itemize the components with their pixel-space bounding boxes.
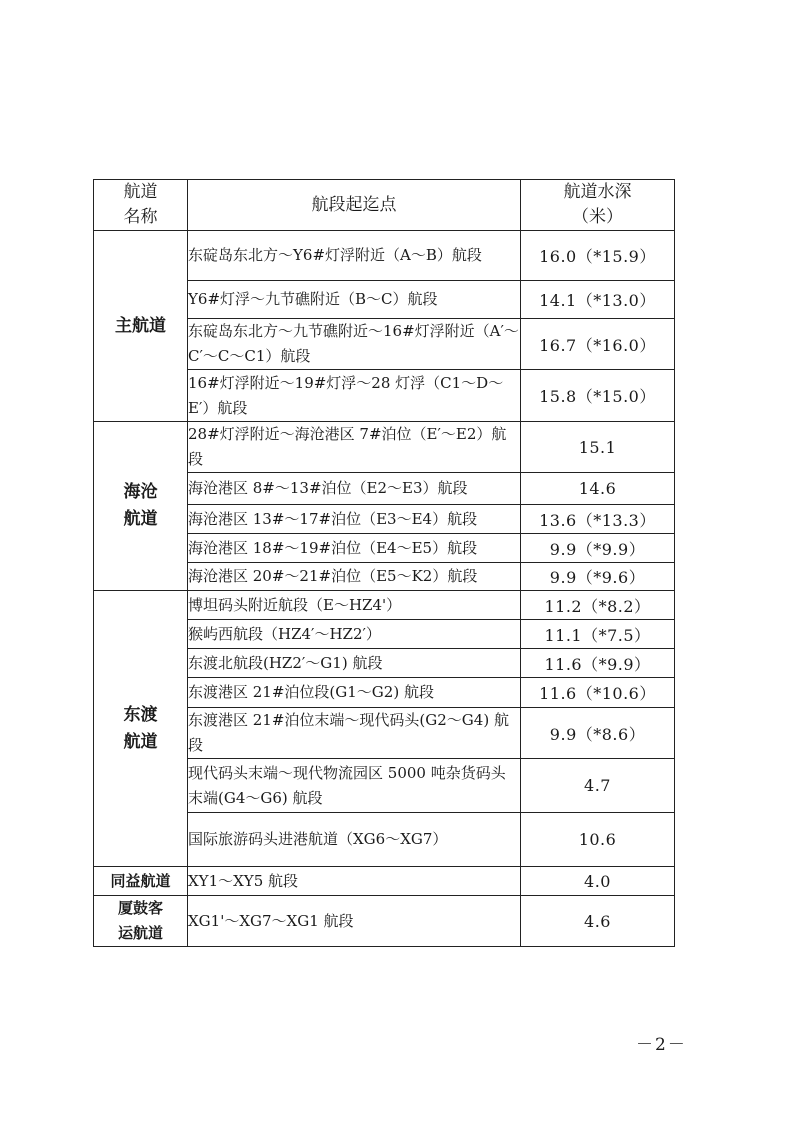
waterway-name-line: 同益航道: [110, 871, 171, 890]
segment-cell: XG1'～XG7～XG1 航段: [188, 896, 521, 947]
waterway-depth-table: [93, 179, 675, 947]
segment-cell: 博坦码头附近航段（E～HZ4'）: [188, 591, 521, 620]
segment-cell: 猴屿西航段（HZ4′～HZ2′）: [188, 620, 521, 649]
depth-cell: 11.6（*9.9）: [521, 649, 675, 678]
segment-cell: 海沧港区 18#～19#泊位（E4～E5）航段: [188, 534, 521, 563]
depth-cell: 15.8（*15.0）: [521, 370, 675, 422]
waterway-name-cell: [94, 896, 188, 947]
depth-cell: 14.6: [521, 473, 675, 505]
header-depth-line1: 航道水深: [563, 182, 632, 202]
table-body: [94, 231, 675, 947]
depth-cell: 4.0: [521, 867, 675, 896]
header-depth: [521, 180, 675, 231]
table-row: [94, 867, 675, 896]
segment-cell: 东渡北航段(HZ2′～G1) 航段: [188, 649, 521, 678]
table-row: [94, 422, 675, 473]
waterway-name-cell: [94, 231, 188, 422]
segment-cell: 海沧港区 13#～17#泊位（E3～E4）航段: [188, 505, 521, 534]
depth-cell: 16.7（*16.0）: [521, 319, 675, 370]
segment-cell: 28#灯浮附近～海沧港区 7#泊位（E′～E2）航段: [188, 422, 521, 473]
depth-cell: 11.6（*10.6）: [521, 678, 675, 708]
segment-cell: 东碇岛东北方～九节礁附近～16#灯浮附近（A′～C′～C～C1）航段: [188, 319, 521, 370]
table-row: [94, 231, 675, 281]
segment-cell: 海沧港区 20#～21#泊位（E5～K2）航段: [188, 563, 521, 591]
page-number: －2－: [636, 1035, 687, 1055]
waterway-name-line: 主航道: [115, 315, 166, 336]
header-depth-line2: （米）: [572, 207, 623, 227]
depth-cell: 11.2（*8.2）: [521, 591, 675, 620]
waterway-name-line: 航道: [123, 731, 158, 752]
segment-cell: 东渡港区 21#泊位段(G1～G2) 航段: [188, 678, 521, 708]
waterway-name-line: 航道: [123, 509, 158, 529]
depth-cell: 11.1（*7.5）: [521, 620, 675, 649]
segment-cell: 现代码头末端～现代物流园区 5000 吨杂货码头末端(G4～G6) 航段: [188, 759, 521, 813]
waterway-name-cell: [94, 591, 188, 867]
table-row: [94, 896, 675, 947]
waterway-name-line: 东渡: [123, 704, 158, 725]
waterway-name-line: 海沧: [123, 482, 158, 502]
waterway-name-cell: [94, 422, 188, 591]
waterway-name-line: 运航道: [117, 924, 163, 942]
segment-cell: Y6#灯浮～九节礁附近（B～C）航段: [188, 281, 521, 319]
header-name-line1: 航道: [123, 182, 158, 202]
depth-cell: 9.9（*9.9）: [521, 534, 675, 563]
depth-cell: 10.6: [521, 813, 675, 867]
segment-cell: 16#灯浮附近～19#灯浮～28 灯浮（C1～D～E′）航段: [188, 370, 521, 422]
depth-cell: 4.6: [521, 896, 675, 947]
segment-cell: 海沧港区 8#～13#泊位（E2～E3）航段: [188, 473, 521, 505]
depth-cell: 9.9（*8.6）: [521, 708, 675, 759]
depth-cell: 16.0（*15.9）: [521, 231, 675, 281]
depth-cell: 4.7: [521, 759, 675, 813]
depth-cell: 14.1（*13.0）: [521, 281, 675, 319]
table-header-row: [94, 180, 675, 231]
header-segment: 航段起迄点: [188, 180, 521, 231]
waterway-name-cell: [94, 867, 188, 896]
waterway-name-line: 厦鼓客: [117, 899, 163, 917]
segment-cell: 东碇岛东北方～Y6#灯浮附近（A～B）航段: [188, 231, 521, 281]
header-name-line2: 名称: [123, 207, 158, 227]
depth-cell: 13.6（*13.3）: [521, 505, 675, 534]
segment-cell: 国际旅游码头进港航道（XG6～XG7）: [188, 813, 521, 867]
table-row: [94, 591, 675, 620]
segment-cell: 东渡港区 21#泊位末端～现代码头(G2～G4) 航段: [188, 708, 521, 759]
depth-cell: 15.1: [521, 422, 675, 473]
depth-cell: 9.9（*9.6）: [521, 563, 675, 591]
segment-cell: XY1～XY5 航段: [188, 867, 521, 896]
header-waterway-name: [94, 180, 188, 231]
